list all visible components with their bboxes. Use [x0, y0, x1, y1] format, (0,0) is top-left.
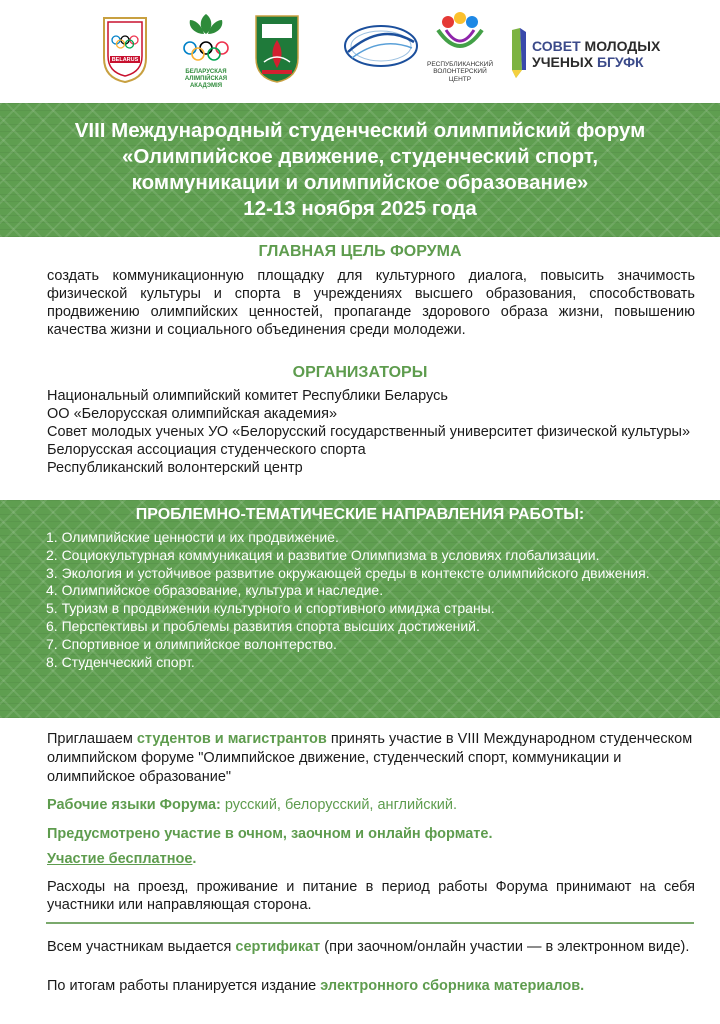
organizer-item: ОО «Белорусская олимпийская академия»	[47, 406, 338, 422]
olympic-academy-logo	[176, 12, 236, 94]
participation-format: Предусмотрено участие в очном, заочном и онлайн формате.	[47, 826, 493, 842]
collection-text	[47, 977, 695, 995]
title-line-3: коммуникации и олимпийское образование»	[131, 171, 589, 194]
working-languages	[47, 796, 695, 814]
certificate-text	[47, 938, 695, 957]
goal-text: создать коммуникационную площадку для культурного диалога, повысить значимость физической культуры и спорта в учреждениях высшего образования, способствовать продвижению олимпийских ценностей, пропаганде здорового образа жизни, повышению качества жизни и социального объединения среди молодежи.	[47, 268, 695, 338]
topics-list	[46, 529, 666, 671]
title-dates: 12-13 ноября 2025 года	[243, 197, 477, 220]
young-scientists-council-logo	[508, 26, 661, 108]
volunteer-center-logo	[426, 12, 494, 94]
organizers-list	[47, 387, 695, 477]
topic-item: 6. Перспективы и проблемы развития спорта высших достижений.	[46, 617, 480, 634]
topics-heading: ПРОБЛЕМНО-ТЕМАТИЧЕСКИЕ НАПРАВЛЕНИЯ РАБОТЫ:	[135, 506, 585, 523]
student-sport-association-logo	[340, 12, 422, 94]
organizer-item: Национальный олимпийский комитет Республики Беларусь	[47, 388, 448, 404]
academy-label: БЕЛАРУСКАЯ АЛІМПІЙСКАЯ АКАДЭМІЯ	[184, 69, 228, 89]
topic-item: 3. Экология и устойчивое развитие окружающей среды в контексте олимпийского движения.	[46, 564, 650, 581]
free-participation	[47, 850, 695, 868]
topic-item: 4. Олимпийское образование, культура и наследие.	[46, 582, 384, 599]
university-emblem-logo	[252, 12, 302, 94]
certificate-suffix: (при заочном/онлайн участии — в электронном виде).	[320, 939, 690, 955]
topic-item: 2. Социокультурная коммуникация и развитие Олимпизма в условиях глобализации.	[46, 546, 600, 563]
topic-item: 8. Студенческий спорт.	[46, 653, 195, 670]
certificate-prefix: Всем участникам выдается	[47, 939, 236, 955]
noc-belarus-emblem	[100, 12, 150, 84]
topic-item: 7. Спортивное и олимпийское волонтерство.	[46, 635, 337, 652]
topic-item: 1. Олимпийские ценности и их продвижение.	[46, 529, 339, 545]
council-word-sovet: СОВЕТ	[532, 38, 581, 54]
title-line-1: VIII Международный студенческий олимпийский форум	[74, 119, 646, 142]
academy-leaf-icon	[176, 12, 236, 64]
noc-label: BELARUS	[111, 57, 139, 63]
invite-audience: студентов и магистрантов	[136, 731, 327, 747]
forum-title	[20, 118, 700, 222]
council-word-uchenyh: УЧЕНЫХ	[532, 54, 594, 70]
invitation-text	[47, 730, 695, 787]
association-ring-icon	[340, 12, 422, 72]
organizer-item: Белорусская ассоциация студенческого спорта	[47, 442, 366, 458]
invite-suffix: принять участие в VIII Международном студенческом олимпийском форуме "Олимпийское движение, студенческий спорт, коммуникации и олимпийское образование"	[47, 731, 693, 785]
council-word-bgufk: БГУФК	[596, 54, 644, 70]
title-line-2: «Олимпийское движение, студенческий спорт,	[121, 145, 599, 168]
noc-belarus-logo	[100, 12, 150, 94]
languages-value: русский, белорусский, английский.	[220, 797, 458, 813]
council-title-row1	[532, 38, 660, 54]
invite-prefix: Приглашаем	[47, 731, 137, 747]
organizer-item: Республиканский волонтерский центр	[47, 460, 303, 476]
organizer-item: Совет молодых ученых УО «Белорусский государственный университет физической культуры»	[47, 424, 691, 440]
goal-heading: ГЛАВНАЯ ЦЕЛЬ ФОРУМА	[258, 243, 462, 260]
pencil-icon	[508, 26, 530, 80]
council-title-row2	[532, 54, 644, 70]
certificate-highlight: сертификат	[235, 939, 321, 955]
logo-strip	[0, 0, 720, 102]
topic-item: 5. Туризм в продвижении культурного и спортивного имиджа страны.	[46, 600, 495, 617]
divider	[46, 922, 694, 924]
languages-label: Рабочие языки Форума:	[47, 797, 221, 813]
council-word-molodyh: МОЛОДЫХ	[584, 38, 661, 54]
expenses-text: Расходы на проезд, проживание и питание в период работы Форума принимают на себя участники или направляющая сторона.	[47, 879, 695, 913]
collection-prefix: По итогам работы планируется издание	[47, 978, 321, 994]
collection-highlight: электронного сборника материалов	[320, 978, 581, 994]
free-participation-text: Участие бесплатное	[47, 851, 193, 867]
organizers-heading: ОРГАНИЗАТОРЫ	[292, 364, 428, 381]
free-participation-dot: .	[192, 851, 197, 867]
university-shield-icon	[252, 12, 302, 84]
collection-suffix: .	[580, 978, 585, 994]
volunteer-heart-icon	[426, 12, 494, 56]
volunteer-label: РЕСПУБЛИКАНСКИЙ ВОЛОНТЕРСКИЙ ЦЕНТР	[426, 61, 493, 83]
